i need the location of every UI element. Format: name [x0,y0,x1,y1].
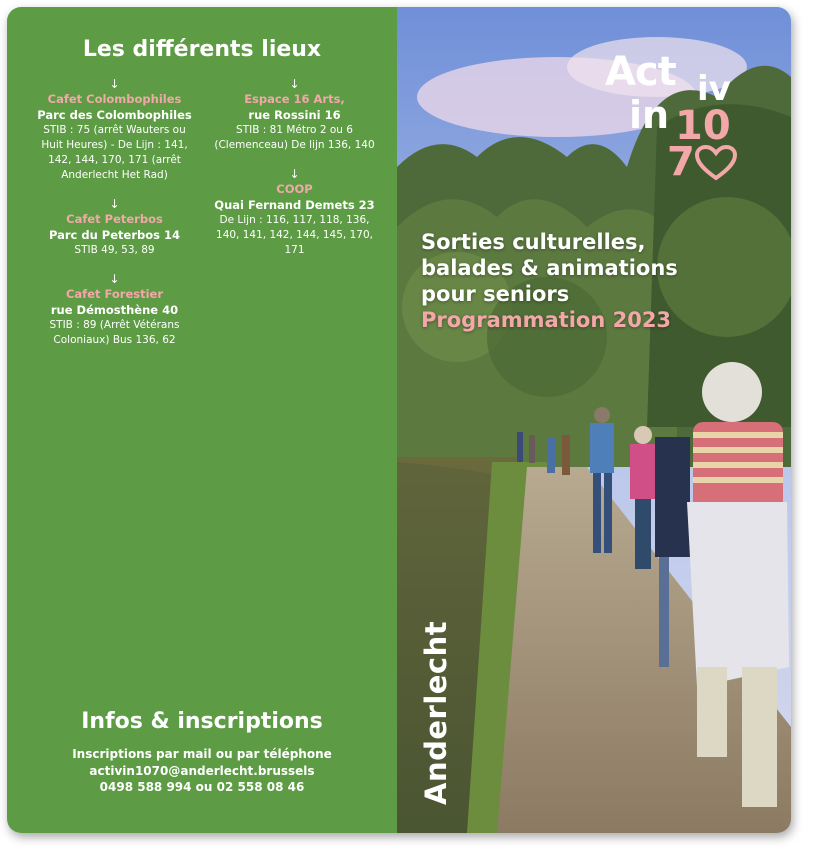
headline-line-3: pour seniors [421,282,570,306]
arrow-down-icon: ↓ [289,77,300,91]
venue-transport: STIB : 75 (arrêt Wauters ou Huit Heures) - De Lijn : 141, 142, 144, 170, 171 (arrêt Anderlecht Het Rad) [41,124,188,181]
venues-title: Les différents lieux [82,37,322,62]
venue-name: Espace 16 Arts, [244,92,345,106]
logo-iv: iv [697,69,731,109]
venue-name: Cafet Peterbos [66,212,163,226]
arrow-down-icon: ↓ [289,167,300,181]
headline [421,229,761,333]
venue-name: Cafet Colombophiles [47,92,182,106]
venue-transport: STIB 49, 53, 89 [74,244,155,256]
arrow-down-icon: ↓ [109,272,120,286]
venues-column-right [212,77,377,362]
infos-line-inscriptions: Inscriptions par mail ou par téléphone [72,747,332,761]
venue-coop [212,167,377,258]
vertical-label-anderlecht: Anderlecht [419,620,453,805]
logo-in: in [629,93,670,137]
venue-cafet-forestier [32,272,197,348]
venue-transport: De Lijn : 116, 117, 118, 136, 140, 141, 142, 144, 145, 170, 171 [216,214,373,256]
infos-phone[interactable]: 0498 588 994 ou 02 558 08 46 [99,780,305,794]
headline-line-2: balades & animations [421,256,678,280]
infos-contact [7,746,397,796]
infos-title: Infos & inscriptions [81,709,323,734]
headline-programmation: Programmation 2023 [421,308,672,332]
logo-10: 10 [675,103,731,149]
venues-column-left [32,77,197,362]
headline-line-1: Sorties culturelles, [421,230,646,254]
logo-act: Act [605,49,676,95]
brochure-card [7,7,791,833]
venue-address: rue Rossini 16 [248,108,341,122]
arrow-down-icon: ↓ [109,197,120,211]
venue-espace-16-arts [212,77,377,153]
venue-name: COOP [276,182,313,196]
activin-1070-logo [605,49,740,189]
venue-address: Parc du Peterbos 14 [49,228,180,242]
venue-transport: STIB : 81 Métro 2 ou 6 (Clemenceau) De lijn 136, 140 [214,124,375,151]
venue-transport: STIB : 89 (Arrêt Vétérans Coloniaux) Bus 136, 62 [49,319,180,346]
arrow-down-icon: ↓ [109,77,120,91]
venues-columns [32,77,377,362]
venue-address: Parc des Colombophiles [37,108,192,122]
venues-panel [7,7,397,833]
logo-7: 7 [667,139,695,185]
infos-email[interactable]: activin1070@anderlecht.brussels [89,763,315,778]
heart-icon [695,145,737,181]
venue-address: rue Démosthène 40 [50,303,179,317]
venue-cafet-peterbos [32,197,197,258]
cover-photo-panel [397,7,791,833]
venue-cafet-colombophiles [32,77,197,183]
venue-address: Quai Fernand Demets 23 [214,198,375,212]
venue-name: Cafet Forestier [65,287,164,301]
